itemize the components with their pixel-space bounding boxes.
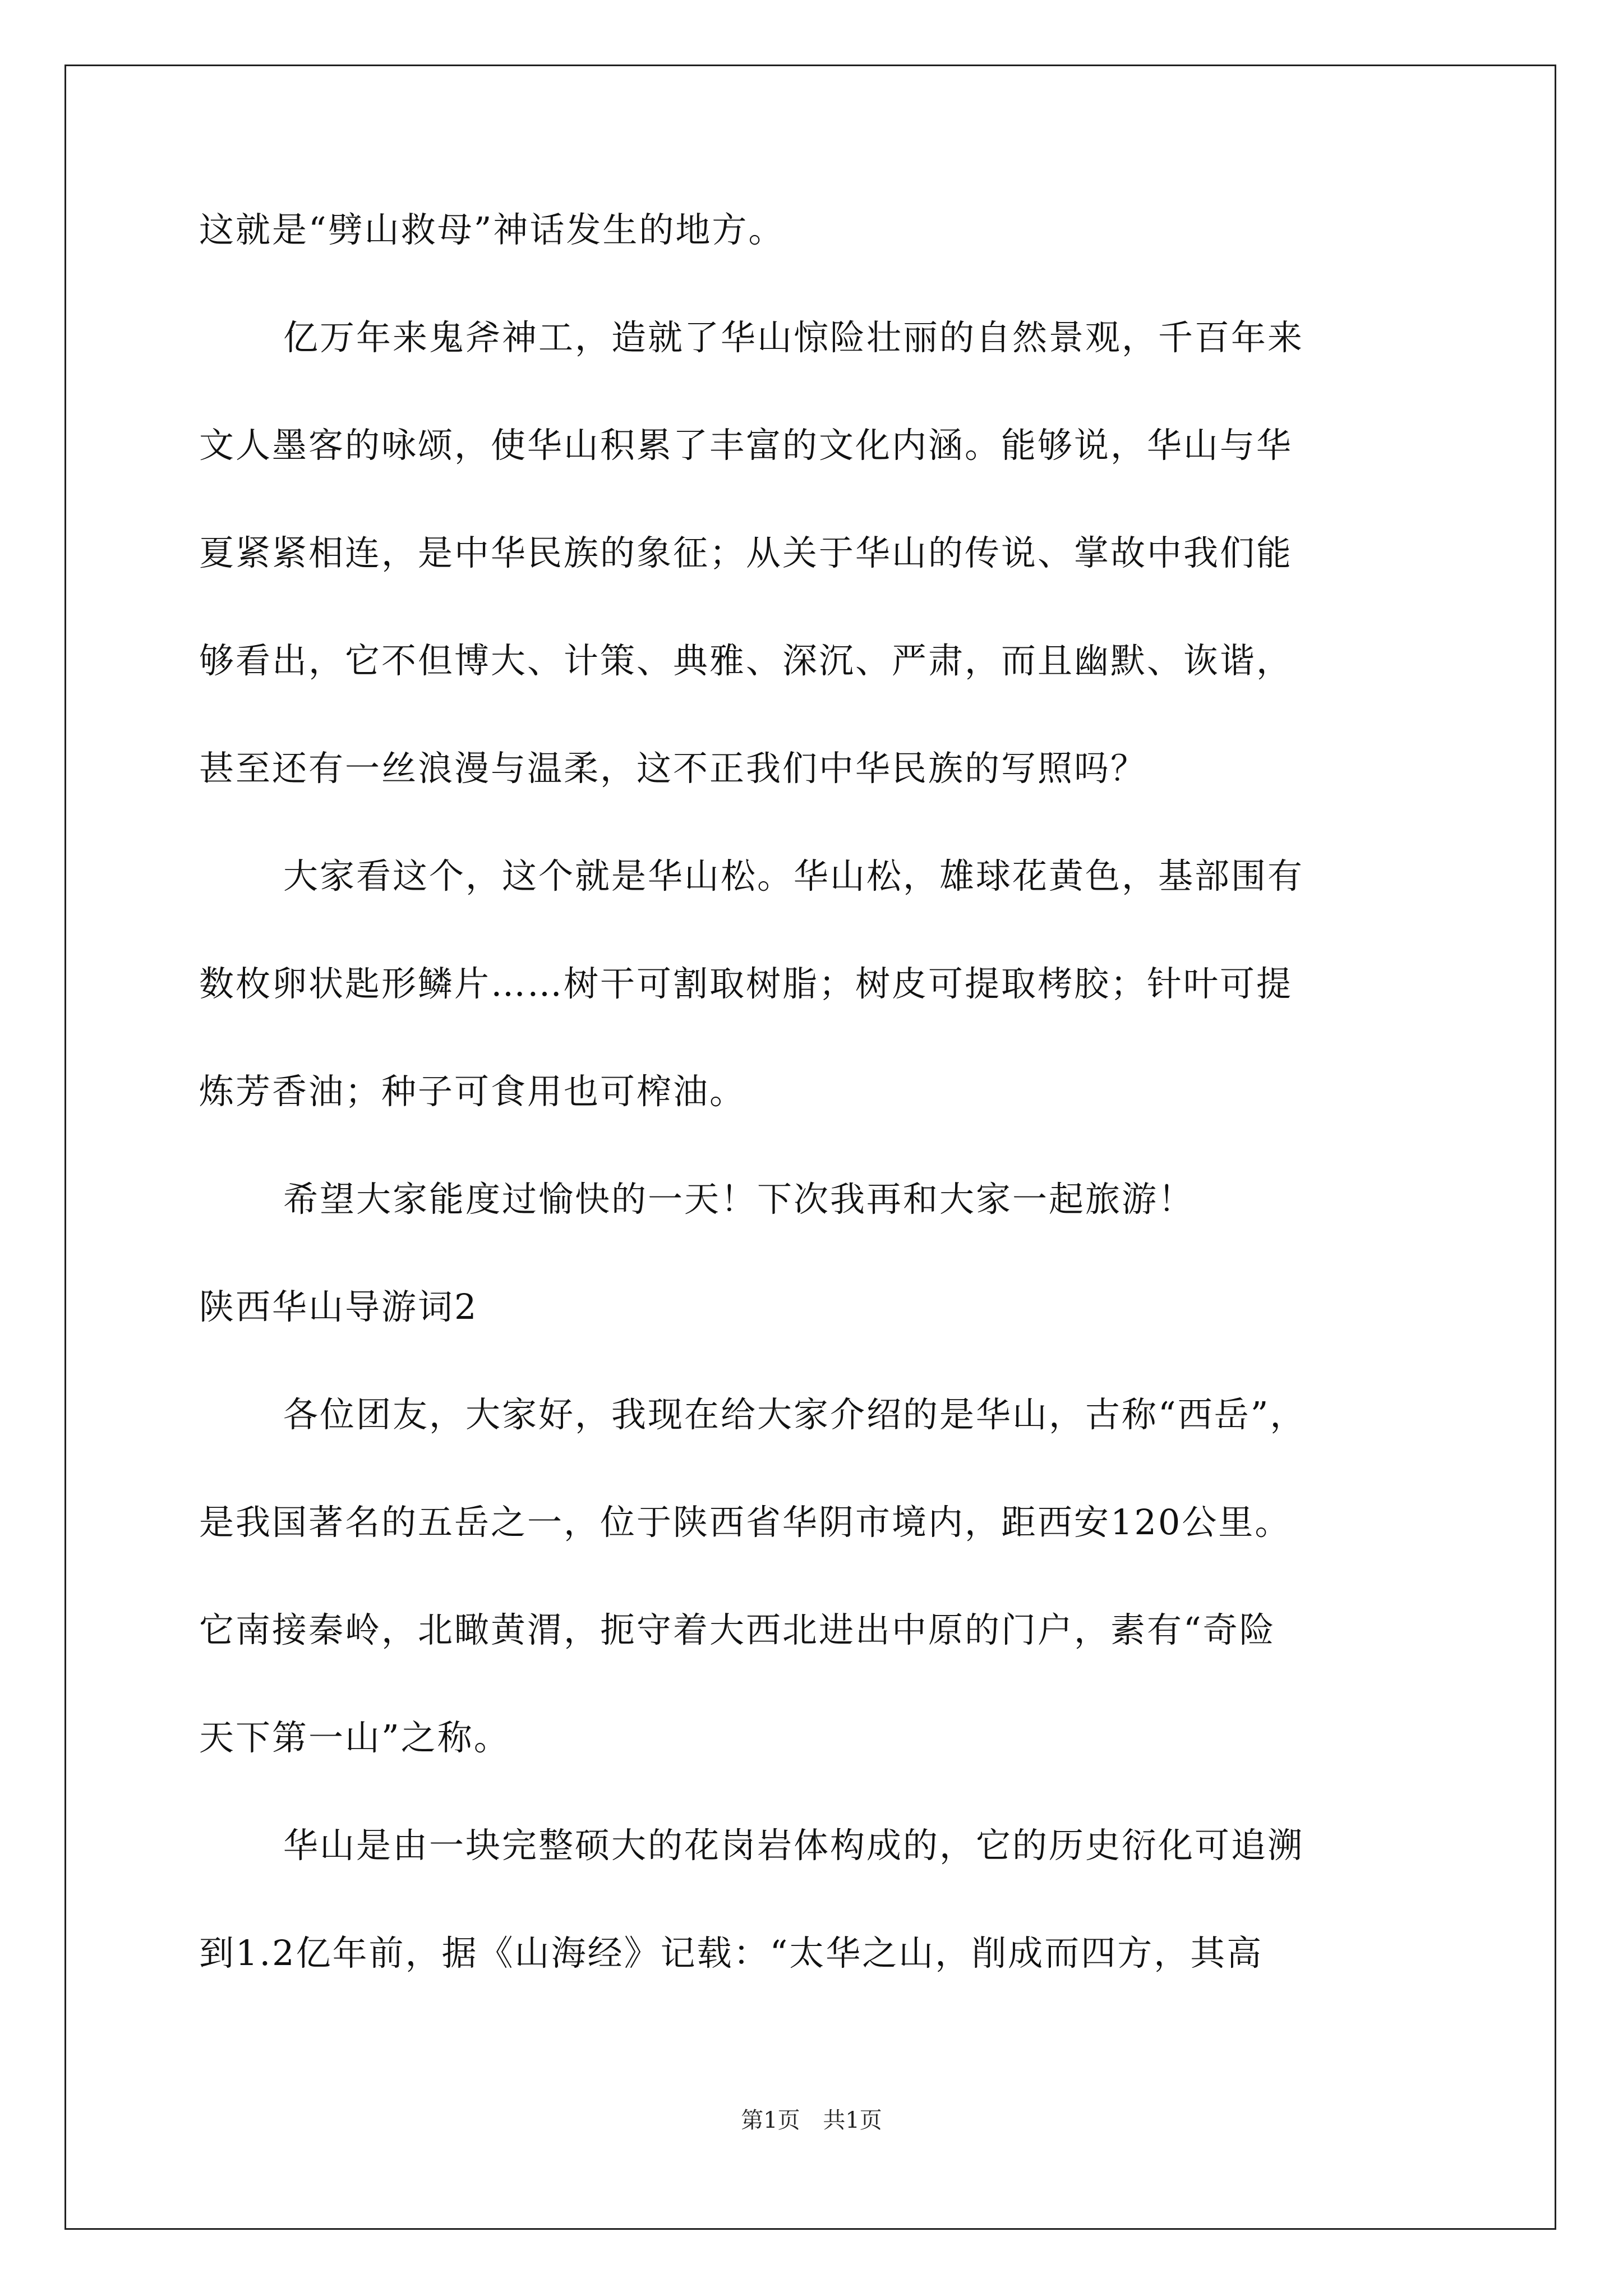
- text-line: 大家看这个，这个就是华山松。华山松，雄球花黄色，基部围有: [283, 855, 1304, 896]
- page-footer: [0, 2106, 1623, 2134]
- text-line: 到1.2亿年前，据《山海经》记载：“太华之山，削成而四方，其高: [199, 1932, 1264, 1973]
- section-heading: 陕西华山导游词2: [199, 1286, 478, 1327]
- text-line: 希望大家能度过愉快的一天！下次我再和大家一起旅游！: [283, 1179, 1195, 1220]
- text-line: 这就是“劈山救母”神话发生的地方。: [199, 209, 785, 250]
- page-border: [64, 65, 1556, 2230]
- text-line: 是我国著名的五岳之一，位于陕西省华阴市境内，距西安120公里。: [199, 1502, 1292, 1543]
- text-line: 文人墨客的咏颂，使华山积累了丰富的文化内涵。能够说，华山与华: [199, 425, 1293, 466]
- text-line: 甚至还有一丝浪漫与温柔，这不正我们中华民族的写照吗？: [199, 748, 1147, 789]
- text-line: 它南接秦岭，北瞰黄渭，扼守着大西北进出中原的门户，素有“奇险: [199, 1609, 1276, 1650]
- text-line: 天下第一山”之称。: [199, 1717, 510, 1758]
- page-number: 第1页: [741, 2108, 800, 2133]
- text-line: 够看出，它不但博大、计策、典雅、深沉、严肃，而且幽默、诙谐，: [199, 640, 1293, 681]
- text-line: 华山是由一块完整硕大的花岗岩体构成的，它的历史衍化可追溯: [283, 1825, 1304, 1866]
- page-total: 共1页: [823, 2108, 882, 2133]
- text-line: 夏紧紧相连，是中华民族的象征；从关于华山的传说、掌故中我们能: [199, 532, 1293, 573]
- text-line: 炼芳香油；种子可食用也可榨油。: [199, 1071, 746, 1112]
- text-line: 数枚卵状匙形鳞片……树干可割取树脂；树皮可提取栲胶；针叶可提: [199, 963, 1293, 1004]
- text-line: 亿万年来鬼斧神工，造就了华山惊险壮丽的自然景观，千百年来: [283, 317, 1304, 358]
- text-line: 各位团友，大家好，我现在给大家介绍的是华山，古称“西岳”，: [283, 1394, 1307, 1435]
